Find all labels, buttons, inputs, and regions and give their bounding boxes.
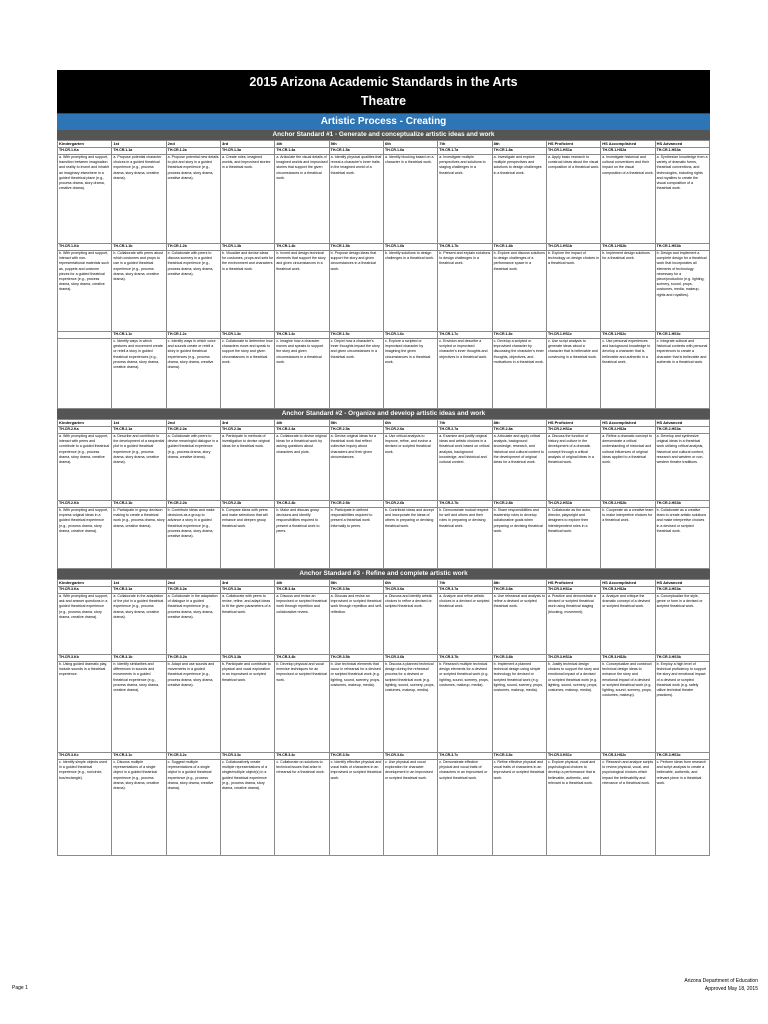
standard-text-cell: c. Use physical and vocal exploration for character development in an improvised or scripted theatrical work. <box>383 760 437 856</box>
standard-text-cell: c. Envision and describe a scripted or improvised character's inner thoughts and objectives in a theatrical work. <box>438 339 492 409</box>
title-block <box>57 70 710 113</box>
standard-text-row <box>58 339 710 409</box>
standard-code-cell: TH.CR.1.3a <box>220 148 274 155</box>
grade-header-cell: 8th <box>492 580 546 587</box>
standard-code-cell: TH.CR.2.5a <box>329 427 383 434</box>
standard-text-cell: b. Make and discuss group decisions and identify responsibilities required to present a theatrical work to peers. <box>275 508 329 569</box>
standard-code-cell: TH.CR.2.HS2a <box>601 427 655 434</box>
grade-header-cell: 6th <box>383 580 437 587</box>
standard-code-cell: TH.CR.1.3b <box>220 244 274 251</box>
anchor-standard-title: Anchor Standard #3 - Refine and complete artistic work <box>57 569 710 579</box>
standard-code-cell: TH.CR.3.6b <box>383 655 437 662</box>
standard-code-cell: TH.CR.3.2b <box>166 655 220 662</box>
footer-org: Arizona Department of Education <box>684 978 758 984</box>
grade-header-cell: Kindergarten <box>58 420 112 427</box>
standard-text-cell: a. Identify blocking based on a character in a theatrical work. <box>383 155 437 244</box>
grade-header-cell: 7th <box>438 580 492 587</box>
standard-text-cell: a. Create roles, imagined worlds, and improvised stories in a theatrical work. <box>220 155 274 244</box>
standard-code-cell: TH.CR.3.Kc <box>58 753 112 760</box>
standard-text-cell: c. Use script analysis to generate ideas about a character that is believable and convincing in a theatrical work. <box>546 339 600 409</box>
standard-text-cell: a. Discuss and identify artistic choices to refine a devised or scripted theatrical work. <box>383 594 437 655</box>
grade-header-cell: 4th <box>275 141 329 148</box>
standard-code-cell: TH.CR.2.Kb <box>58 501 112 508</box>
standards-sheet <box>57 70 710 856</box>
grade-header-cell: HS Accomplished <box>601 420 655 427</box>
standard-text-row <box>58 155 710 244</box>
grade-header-cell: 6th <box>383 420 437 427</box>
grade-header-row <box>58 141 710 148</box>
standard-code-cell: TH.CR.1.6c <box>383 332 437 339</box>
standard-code-cell: TH.CR.2.HS1a <box>546 427 600 434</box>
standard-text-cell: b. Invent and design technical elements that support the story and given circumstances in a theatrical work. <box>275 251 329 332</box>
grade-header-cell: 4th <box>275 420 329 427</box>
standard-code-row <box>58 244 710 251</box>
grade-header-cell: 2nd <box>166 580 220 587</box>
standard-code-cell: TH.CR.2.7a <box>438 427 492 434</box>
standard-code-cell: TH.CR.1.7c <box>438 332 492 339</box>
grade-header-row <box>58 420 710 427</box>
standard-text-cell: c. Depict how a character's inner thoughts impact the story and given circumstances in a theatrical work. <box>329 339 383 409</box>
standard-code-cell: TH.CR.3.8c <box>492 753 546 760</box>
standard-text-cell: a. Collaborate with peers to revise, refine, and adapt ideas to fit the given parameters of a theatrical work. <box>220 594 274 655</box>
standard-code-cell: TH.CR.3.HS3c <box>655 753 709 760</box>
page-number: Page 1 <box>12 985 28 991</box>
grade-header-cell: HS Proficient <box>546 580 600 587</box>
standard-text-cell: b. Collaborate with peers to discuss scenery in a guided theatrical experience (e.g., process drama, story drama, creative drama). <box>166 251 220 332</box>
standard-text-cell: a. Articulate and apply critical analysis, background knowledge, research, and historical and cultural context to the development of original ideas for a theatrical work. <box>492 434 546 501</box>
standard-text-cell: a. Identify physical qualities that reveal a character's inner traits in the imagined world of a theatrical work. <box>329 155 383 244</box>
grade-header-cell: 3rd <box>220 420 274 427</box>
standard-text-cell: b. Share responsibilities and leadership roles to develop collaborative goals when preparing or devising theatrical work. <box>492 508 546 569</box>
grade-header-cell: 3rd <box>220 580 274 587</box>
standard-text-cell: a. Collaborate to devise original ideas for a theatrical work by asking questions about characters and plots. <box>275 434 329 501</box>
standard-code-cell: TH.CR.2.Ka <box>58 427 112 434</box>
standard-code-cell: TH.CR.3.2a <box>166 587 220 594</box>
standard-text-cell: b. Use technical elements that occur in rehearsal for a devised or scripted theatrical work (e.g. lighting, sound, scenery, props, costumes, makeup, media). <box>329 662 383 753</box>
standard-code-cell: TH.CR.3.7b <box>438 655 492 662</box>
standard-text-cell: b. Identify similarities and differences in sounds and movements in a guided theatrical experience (e.g., process drama, story drama, creative drama). <box>112 662 166 753</box>
standard-code-cell: TH.CR.1.HS1b <box>546 244 600 251</box>
standard-text-cell: c. Explore a scripted or improvised character by imagining the given circumstances in a theatrical work. <box>383 339 437 409</box>
standard-text-row <box>58 594 710 655</box>
standard-code-cell: TH.CR.1.HS2a <box>601 148 655 155</box>
standard-code-cell: TH.CR.2.6b <box>383 501 437 508</box>
standard-code-cell: TH.CR.1.1b <box>112 244 166 251</box>
standard-text-cell: a. Refine a dramatic concept to demonstrate a critical understanding of historical and cultural influences of original ideas applied to a theatrical work. <box>601 434 655 501</box>
standard-code-cell: TH.CR.1.HS3b <box>655 244 709 251</box>
grade-header-cell: 5th <box>329 420 383 427</box>
grade-header-cell: 5th <box>329 580 383 587</box>
standard-code-cell: TH.CR.1.HS3a <box>655 148 709 155</box>
standard-code-cell: TH.CR.3.1b <box>112 655 166 662</box>
standard-code-cell: TH.CR.2.HS3a <box>655 427 709 434</box>
standard-code-cell: TH.CR.2.5b <box>329 501 383 508</box>
grade-header-cell: 3rd <box>220 141 274 148</box>
standard-code-cell: TH.CR.2.1b <box>112 501 166 508</box>
grade-header-cell: 2nd <box>166 420 220 427</box>
standard-code-cell: TH.CR.1.7a <box>438 148 492 155</box>
standard-text-cell: a. Discuss the function of history and culture in the development of a dramatic concept through a critical analysis of original ideas in a theatrical work. <box>546 434 600 501</box>
standard-code-cell: TH.CR.3.4b <box>275 655 329 662</box>
grade-header-row <box>58 580 710 587</box>
standard-text-cell: c. Identify ways in which voice and sounds create or retell a story in guided theatrical experiences (e.g., process drama, story drama, creative drama). <box>166 339 220 409</box>
standard-code-cell: TH.CR.2.HS1b <box>546 501 600 508</box>
standard-text-cell: a. Practice and demonstrate a devised or scripted theatrical work using theatrical staging (blocking, movement). <box>546 594 600 655</box>
grade-header-cell: HS Advanced <box>655 141 709 148</box>
standard-code-cell: TH.CR.3.HS1b <box>546 655 600 662</box>
standard-code-cell: TH.CR.3.1a <box>112 587 166 594</box>
standard-code-cell: TH.CR.3.Ka <box>58 587 112 594</box>
standard-code-cell: TH.CR.1.7b <box>438 244 492 251</box>
standard-text-cell: b. Employ a high level of technical proficiency to support the story and emotional impact of a devised or scripted theatrical work (e.g. safely utilize technical theatre practices). <box>655 662 709 753</box>
standard-text-cell: b. Conceptualize and construct technical design ideas to enhance the story and emotional impact of a devised or scripted theatrical work (e.g. lighting, sound, scenery, props, costumes, makeup). <box>601 662 655 753</box>
standard-code-cell: TH.CR.1.4a <box>275 148 329 155</box>
standard-text-cell: a. Analyze and refine artistic choices in a devised or scripted theatrical work. <box>438 594 492 655</box>
standard-code-cell: TH.CR.1.8a <box>492 148 546 155</box>
standard-code-cell: TH.CR.1.5c <box>329 332 383 339</box>
standard-code-cell: TH.CR.3.6a <box>383 587 437 594</box>
standard-text-cell: a. Examine and justify original ideas and artistic choices in a theatrical work based on critical analysis, background knowledge, and historical and cultural context. <box>438 434 492 501</box>
standard-text-cell: a. Investigate multiple perspectives and solutions to staging challenges in a theatrical work. <box>438 155 492 244</box>
anchor-sections <box>57 130 710 856</box>
standard-text-cell: a. Collaborate with peers to devise meaningful dialogue in a guided theatrical experience (e.g., process drama, story drama, creative drama). <box>166 434 220 501</box>
standard-code-cell: TH.CR.1.3c <box>220 332 274 339</box>
standard-text-cell: c. Develop a scripted or improvised character by discussing the character's inner thoughts, objectives, and motivations in a theatrical work. <box>492 339 546 409</box>
standard-text-cell: a. With prompting and support, ask and answer questions in a guided theatrical experience (e.g., process drama, story drama, creative drama). <box>58 594 112 655</box>
standard-text-cell: b. Collaborate as a creative team to create artistic solutions and make interpretive choices in a devised or scripted theatrical work. <box>655 508 709 569</box>
standard-text-cell: b. Adapt and use sounds and movements in a guided theatrical experience (e.g., process drama, story drama, creative drama). <box>166 662 220 753</box>
standard-text-cell: a. With prompting and support, interact with peers and contribute to a guided theatrical experience (e.g., process drama, story drama, creative drama). <box>58 434 112 501</box>
standard-code-cell: TH.CR.3.1c <box>112 753 166 760</box>
standards-table <box>57 579 710 856</box>
standard-text-cell: b. Contribute ideas and accept and incorporate the ideas of others in preparing or devising theatrical work. <box>383 508 437 569</box>
document-subject: Theatre <box>360 94 407 108</box>
standard-code-cell: TH.CR.3.HS2b <box>601 655 655 662</box>
grade-header-cell: 7th <box>438 141 492 148</box>
standard-code-cell: TH.CR.3.8a <box>492 587 546 594</box>
standard-text-cell: b. Identify solutions to design challenges in a theatrical work. <box>383 251 437 332</box>
standard-text-cell: a. Articulate the visual details of imagined worlds and improvised stories that support the given circumstances in a theatrical work. <box>275 155 329 244</box>
grade-header-cell: 1st <box>112 420 166 427</box>
standard-text-cell: c. Use personal experiences and background knowledge to develop a character that is believable and authentic in a theatrical work. <box>601 339 655 409</box>
standard-code-cell: TH.CR.1.5b <box>329 244 383 251</box>
grade-header-cell: 6th <box>383 141 437 148</box>
standard-code-cell: TH.CR.3.6c <box>383 753 437 760</box>
standard-text-cell: c. Integrate cultural and historical contexts with personal experiences to create a character that is believable and authentic in a theatrical work. <box>655 339 709 409</box>
anchor-standard-title: Anchor Standard #1 - Generate and conceptualize artistic ideas and work <box>57 130 710 140</box>
grade-header-cell: 5th <box>329 141 383 148</box>
standard-text-cell: a. Develop and synthesize original ideas in a theatrical work utilizing critical analysis, historical and cultural context, research and western or non-western theatre traditions. <box>655 434 709 501</box>
grade-header-cell: HS Proficient <box>546 141 600 148</box>
standard-text-cell: b. Propose design ideas that support the story and given circumstances in a theatrical work. <box>329 251 383 332</box>
standard-code-cell: TH.CR.1.2b <box>166 244 220 251</box>
standard-code-cell: TH.CR.3.3a <box>220 587 274 594</box>
standard-text-cell: b. Participate in defined responsibilities required to present a theatrical work informally to peers. <box>329 508 383 569</box>
grade-header-cell: HS Accomplished <box>601 580 655 587</box>
standard-code-cell: TH.CR.3.8b <box>492 655 546 662</box>
standard-code-cell: TH.CR.1.6a <box>383 148 437 155</box>
grade-header-cell: 1st <box>112 141 166 148</box>
standard-text-cell: a. Participate in methods of investigation to devise original ideas for a theatrical work. <box>220 434 274 501</box>
standard-text-cell: a. Synthesize knowledge from a variety of dramatic forms, theatrical conventions, and technologies, including rights and royalties to create the visual composition of a theatrical work. <box>655 155 709 244</box>
grade-header-cell: 1st <box>112 580 166 587</box>
standards-table <box>57 140 710 409</box>
grade-header-cell: 4th <box>275 580 329 587</box>
standard-code-row <box>58 427 710 434</box>
standard-code-cell: TH.CR.1.HS2c <box>601 332 655 339</box>
standard-text-cell: c. Collaboratively create multiple representations of a single/multiple object(s) in a guided theatrical experience (e.g., process drama, story drama, creative drama). <box>220 760 274 856</box>
standard-code-row <box>58 655 710 662</box>
standard-code-cell: TH.CR.3.HS3b <box>655 655 709 662</box>
standard-code-cell: TH.CR.1.8b <box>492 244 546 251</box>
standard-code-row <box>58 501 710 508</box>
standard-text-cell: c. Explore physical, vocal and psychological choices to develop a performance that is believable, authentic, and relevant to a theatrical work. <box>546 760 600 856</box>
standard-code-cell: TH.CR.1.2c <box>166 332 220 339</box>
standard-code-cell: TH.CR.3.5b <box>329 655 383 662</box>
standard-code-cell: TH.CR.3.4c <box>275 753 329 760</box>
standard-code-cell: TH.CR.1.Kb <box>58 244 112 251</box>
standard-text-cell: b. Collaborate as the actor, director, playwright and designers to explore their interdependent roles in a theatrical work. <box>546 508 600 569</box>
grade-header-cell: Kindergarten <box>58 141 112 148</box>
standard-text-cell: c. Identify ways in which gestures and movement create or retell a story in guided theatrical experiences (e.g., process drama, story drama, creative drama). <box>112 339 166 409</box>
standard-code-cell: TH.CR.3.3b <box>220 655 274 662</box>
standard-text-cell: a. Investigate historical and cultural conventions and their impact on the visual composition of a theatrical work. <box>601 155 655 244</box>
standard-text-row <box>58 251 710 332</box>
standard-code-cell: TH.CR.1.6b <box>383 244 437 251</box>
grade-header-cell: 2nd <box>166 141 220 148</box>
standard-code-cell: TH.CR.1.HS3c <box>655 332 709 339</box>
standard-text-cell: c. Refine effective physical and vocal traits of characters in an improvised or scripted theatrical work. <box>492 760 546 856</box>
standard-text-cell: c. Demonstrate effective physical and vocal traits of characters in an improvised or scripted theatrical work. <box>438 760 492 856</box>
standard-code-cell: TH.CR.2.3a <box>220 427 274 434</box>
standard-text-cell: b. Develop physical and vocal exercise techniques for an improvised or scripted theatrical work. <box>275 662 329 753</box>
standard-code-cell: TH.CR.2.3b <box>220 501 274 508</box>
standard-code-cell: TH.CR.3.5c <box>329 753 383 760</box>
standards-table <box>57 419 710 569</box>
standard-text-cell: b. Using guided dramatic play, include sounds in a theatrical experience. <box>58 662 112 753</box>
standard-code-cell: TH.CR.3.4a <box>275 587 329 594</box>
standard-code-row <box>58 148 710 155</box>
grade-header-cell: Kindergarten <box>58 580 112 587</box>
standard-text-cell: b. Visualize and devise ideas for costumes, props and sets for the environment and characters in a theatrical work. <box>220 251 274 332</box>
standard-code-cell: TH.CR.3.HS3a <box>655 587 709 594</box>
standard-text-cell: a. Describe and contribute to the development of a sequential plot in a guided theatrical experience (e.g., process drama, story drama, creative drama). <box>112 434 166 501</box>
standard-text-cell: c. Collaborate to determine how characters move and speak to support the story and given circumstances in a theatrical work. <box>220 339 274 409</box>
standard-text-cell: a. Propose potential character choices in a guided theatrical experience (e.g., process drama, story drama, creative drama). <box>112 155 166 244</box>
artistic-process-banner: Artistic Process - Creating <box>57 113 710 130</box>
standard-code-cell: TH.CR.3.HS1a <box>546 587 600 594</box>
standard-code-cell: TH.CR.2.8a <box>492 427 546 434</box>
standard-code-cell: TH.CR.1.2a <box>166 148 220 155</box>
standard-text-cell: c. Discuss multiple representations of a single object in a guided theatrical experience (e.g., process drama, story drama, creative drama). <box>112 760 166 856</box>
standard-text-cell: a. Collaborate in the adaptation of the plot in a guided theatrical experience (e.g., process drama, story drama, creative drama). <box>112 594 166 655</box>
standard-text-cell: a. Devise original ideas for a theatrical work that reflect collective inquiry about characters and their given circumstances. <box>329 434 383 501</box>
standard-code-cell: TH.CR.1.8c <box>492 332 546 339</box>
grade-header-cell: HS Proficient <box>546 420 600 427</box>
standard-code-cell: TH.CR.3.5a <box>329 587 383 594</box>
standard-text-cell: a. Conceptualize the style, genre or form in a devised or scripted theatrical work. <box>655 594 709 655</box>
grade-header-cell: HS Accomplished <box>601 141 655 148</box>
standard-text-cell: b. Participate and contribute to physical and vocal exploration in an improvised or scripted theatrical work. <box>220 662 274 753</box>
standard-code-cell: TH.CR.1.1a <box>112 148 166 155</box>
standard-code-cell: TH.CR.2.1a <box>112 427 166 434</box>
standard-text-cell: b. With prompting and support, express original ideas in a guided theatrical experience (e.g., process drama, story drama, creative drama). <box>58 508 112 569</box>
standard-code-cell: TH.CR.1.5a <box>329 148 383 155</box>
anchor-standard-title: Anchor Standard #2 - Organize and develop artistic ideas and work <box>57 409 710 419</box>
standard-text-row <box>58 662 710 753</box>
standard-code-cell: TH.CR.1.4c <box>275 332 329 339</box>
standard-code-cell: TH.CR.2.8b <box>492 501 546 508</box>
standard-text-cell: b. Justify technical design choices to support the story and emotional impact of a devised or scripted theatrical work (e.g. lighting, sound, scenery, props, costumes, makeup, media). <box>546 662 600 753</box>
standard-text-row <box>58 434 710 501</box>
footer-approved: Approved May 18, 2015 <box>704 986 758 992</box>
standard-code-cell: TH.CR.3.3c <box>220 753 274 760</box>
grade-header-cell: 7th <box>438 420 492 427</box>
standard-code-row <box>58 753 710 760</box>
standard-text-cell: a. With prompting and support, transition between imagination and reality to invent and inhabit an imaginary elsewhere in a guided theatrical place (e.g., process drama, story drama, creative drama). <box>58 155 112 244</box>
standard-text-cell: a. Discuss and revise an improvised or scripted theatrical work through repetition and collaborative review. <box>275 594 329 655</box>
standard-text-cell: c. Perform ideas from research and script analysis to create a believable, authentic, and relevant piece in a theatrical work. <box>655 760 709 856</box>
standard-text-cell: b. Implement a planned technical design using simple technology for devised or scripted theatrical work (e.g. lighting, sound, scenery, props, costumes, makeup, media). <box>492 662 546 753</box>
standard-code-cell: TH.CR.2.HS3b <box>655 501 709 508</box>
standard-text-cell: a. Use rehearsal and analysis to refine a devised or scripted theatrical work. <box>492 594 546 655</box>
standard-text-cell: b. Participate in group decision making to create a theatrical work (e.g., process drama, story drama, creative drama). <box>112 508 166 569</box>
standard-code-cell: TH.CR.2.7b <box>438 501 492 508</box>
standard-text-cell: b. With prompting and support, interact with non-representational materials such as, puppets and costume pieces for a guided theatrical experience (e.g., process drama, story drama, creative drama). <box>58 251 112 332</box>
standard-text-cell: a. Apply basic research to construct ideas about the visual composition of a theatrical work. <box>546 155 600 244</box>
standard-code-cell: TH.CR.1.HS2b <box>601 244 655 251</box>
grade-header-cell: HS Advanced <box>655 420 709 427</box>
standard-text-cell: a. Analyze and critique the dramatic concept of a devised or scripted theatrical work. <box>601 594 655 655</box>
standard-code-cell: TH.CR.2.2b <box>166 501 220 508</box>
grade-header-cell: 8th <box>492 420 546 427</box>
standard-code-cell: TH.CR.3.7a <box>438 587 492 594</box>
standard-text-cell: a. Collaborate in the adaptation of dialogue in a guided theatrical experience (e.g., process drama, story drama, creative drama). <box>166 594 220 655</box>
standard-text-cell: a. Use critical analysis to improve, refine, and evolve a devised or scripted theatrical work. <box>383 434 437 501</box>
standard-code-cell: TH.CR.3.HS2a <box>601 587 655 594</box>
document-title: 2015 Arizona Academic Standards in the Arts <box>249 75 518 89</box>
footer-approval <box>684 977 758 993</box>
standard-text-cell: b. Cooperate as a creative team to make interpretive choices for a theatrical work. <box>601 508 655 569</box>
standard-text-cell: b. Compare ideas with peers and make selections that will enhance and deepen group theatrical work. <box>220 508 274 569</box>
standard-code-cell <box>58 332 112 339</box>
standard-text-cell: b. Present and explain solutions to design challenges in a theatrical work. <box>438 251 492 332</box>
standard-code-cell: TH.CR.2.2a <box>166 427 220 434</box>
standard-text-cell: c. Research and analyze scripts to review physical, vocal, and psychological choices which impact the believability and relevance of a theatrical work. <box>601 760 655 856</box>
standard-text-cell: b. Collaborate with peers about which costumes and props to use in a guided theatrical experience (e.g., process drama, story drama, creative drama). <box>112 251 166 332</box>
standard-text-cell: c. Identify simple objects used in a guided theatrical experience (e.g., run/circle, bus/rectangle). <box>58 760 112 856</box>
standard-code-cell: TH.CR.3.2c <box>166 753 220 760</box>
standard-text-cell: b. Implement design solutions for a theatrical work. <box>601 251 655 332</box>
standard-code-cell: TH.CR.1.Ka <box>58 148 112 155</box>
standard-code-cell: TH.CR.3.HS1c <box>546 753 600 760</box>
standard-text-cell: b. Explore the impact of technology on design choices in a theatrical work. <box>546 251 600 332</box>
grade-header-cell: 8th <box>492 141 546 148</box>
standard-text-cell: b. Explore and discuss solutions to design challenges of a performance space in a theatrical work. <box>492 251 546 332</box>
standard-code-cell: TH.CR.1.HS1a <box>546 148 600 155</box>
standard-text-cell: c. Collaborate on solutions to technical issues that arise in rehearsal for a theatrical work. <box>275 760 329 856</box>
standard-text-row <box>58 760 710 856</box>
standard-text-cell: b. Research multiple technical design elements for a devised or scripted theatrical work (e.g. lighting, sound, scenery, props, costumes, makeup, media). <box>438 662 492 753</box>
standard-text-cell: b. Discuss a planned technical design during the rehearsal process for a devised or scripted theatrical work (e.g. lighting, sound, scenery, props, costumes, makeup, media). <box>383 662 437 753</box>
standard-text-cell <box>58 339 112 409</box>
standard-code-cell: TH.CR.2.HS2b <box>601 501 655 508</box>
standard-text-cell: b. Demonstrate mutual respect for self and others and their roles in preparing or devising theatrical work. <box>438 508 492 569</box>
grade-header-cell: HS Advanced <box>655 580 709 587</box>
standard-text-cell: a. Propose potential new details to plot and story in a guided theatrical experience (e.g., process drama, story drama, creative drama). <box>166 155 220 244</box>
standard-code-row <box>58 332 710 339</box>
standard-text-cell: a. Discuss and revise an improvised or scripted theatrical work through repetition and self-reflection. <box>329 594 383 655</box>
standard-text-cell: a. Investigate and explore multiple perspectives and solutions to design challenges in a theatrical work. <box>492 155 546 244</box>
standard-code-cell: TH.CR.2.4a <box>275 427 329 434</box>
standard-code-row <box>58 587 710 594</box>
standard-text-cell: c. Identify effective physical and vocal traits of characters in an improvised or scripted theatrical work. <box>329 760 383 856</box>
standard-text-cell: c. Suggest multiple representations of a single object in a guided theatrical experience (e.g., process drama, story drama, creative drama). <box>166 760 220 856</box>
standard-text-cell: b. Design and implement a complete design for a theatrical work that incorporates all elements of technology necessary for a piece/production (e.g. lighting, scenery, sound, props, costumes, media, makeup, rights and royalties). <box>655 251 709 332</box>
standard-code-cell: TH.CR.2.4b <box>275 501 329 508</box>
standard-code-cell: TH.CR.1.1c <box>112 332 166 339</box>
standard-code-cell: TH.CR.3.Kb <box>58 655 112 662</box>
standard-code-cell: TH.CR.2.6a <box>383 427 437 434</box>
standard-code-cell: TH.CR.1.HS1c <box>546 332 600 339</box>
standard-text-cell: c. Imagine how a character moves and speaks to support the story and given circumstances in a theatrical work. <box>275 339 329 409</box>
standard-code-cell: TH.CR.1.4b <box>275 244 329 251</box>
standard-text-cell: b. Contribute ideas and make decisions as a group to advance a story in a guided theatrical experience (e.g., process drama, story drama, creative drama). <box>166 508 220 569</box>
standard-text-row <box>58 508 710 569</box>
standard-code-cell: TH.CR.3.7c <box>438 753 492 760</box>
standard-code-cell: TH.CR.3.HS2c <box>601 753 655 760</box>
